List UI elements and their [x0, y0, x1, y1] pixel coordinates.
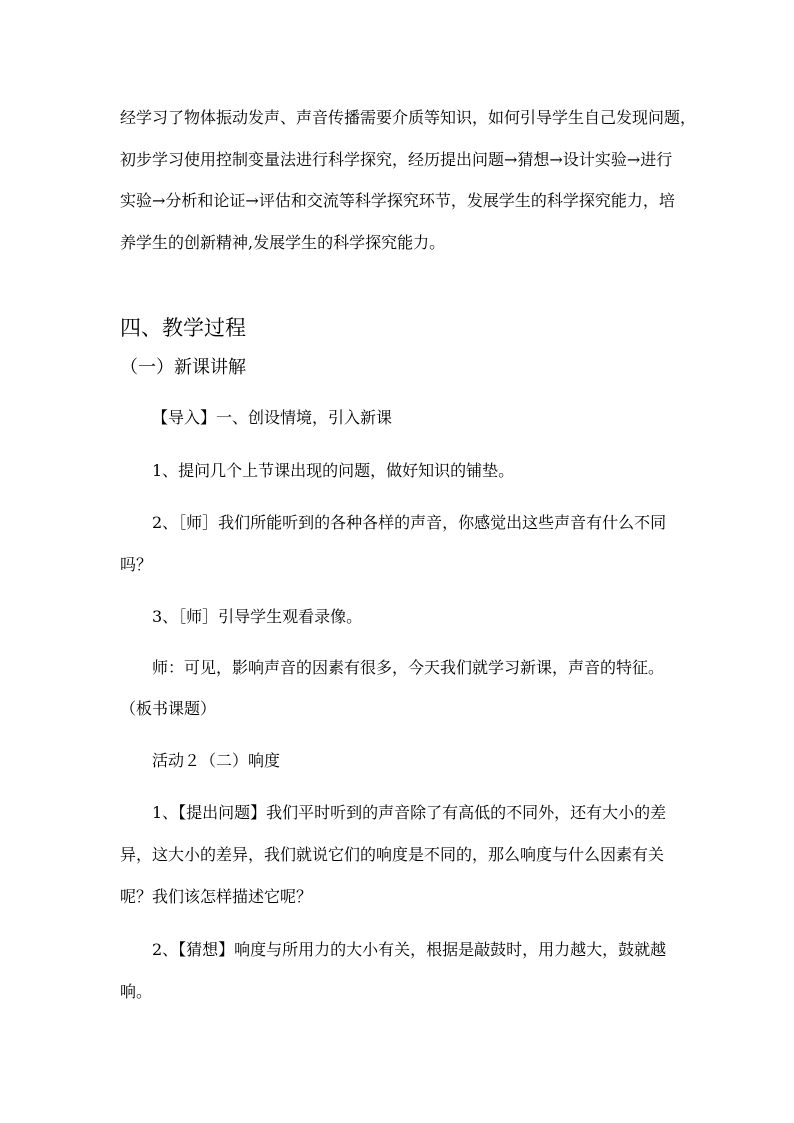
lead-in-item-3: 3、［师］引导学生观看录像。 [152, 607, 363, 626]
lead-in-item-2-line-2: 吗？ [120, 555, 153, 574]
activity-2-item-1-line-1: 1、【提出问题】我们平时听到的声音除了有高低的不同外，还有大小的差 [152, 803, 667, 822]
intro-line-1: 经学习了物体振动发声、声音传播需要介质等知识，如何引导学生自己发现问题， [120, 108, 697, 127]
intro-line-4: 养学生的创新精神,发展学生的科学探究能力。 [120, 233, 446, 252]
teacher-line-2: （板书课题） [120, 699, 217, 718]
lead-in-heading: 【导入】一、创设情境，引入新课 [152, 408, 393, 427]
activity-2-item-2-line-2: 响。 [120, 982, 153, 1001]
section-subtitle: （一）新课讲解 [120, 357, 246, 378]
activity-2-item-1-line-2: 异，这大小的差异，我们就说它们的响度是不同的，那么响度与什么因素有关 [120, 845, 665, 864]
activity-2-heading: 活动２（二）响度 [152, 751, 281, 770]
teacher-line-1: 师：可见，影响声音的因素有很多，今天我们就学习新课，声音的特征。 [152, 658, 665, 677]
intro-line-2: 初步学习使用控制变量法进行科学探究，经历提出问题→猜想→设计实验→进行 [120, 150, 673, 169]
activity-2-item-2-line-1: 2、【猜想】响度与所用力的大小有关，根据是敲鼓时，用力越大，鼓就越 [152, 940, 667, 959]
lead-in-item-2-line-1: 2、［师］我们所能听到的各种各样的声音，你感觉出这些声音有什么不同 [152, 513, 667, 532]
activity-2-item-1-line-3: 呢？我们该怎样描述它呢？ [120, 887, 313, 906]
section-title: 四、教学过程 [120, 316, 246, 340]
lead-in-item-1: 1、提问几个上节课出现的问题，做好知识的铺垫。 [152, 461, 515, 480]
intro-line-3: 实验→分析和论证→评估和交流等科学探究环节，发展学生的科学探究能力，培 [120, 191, 675, 210]
